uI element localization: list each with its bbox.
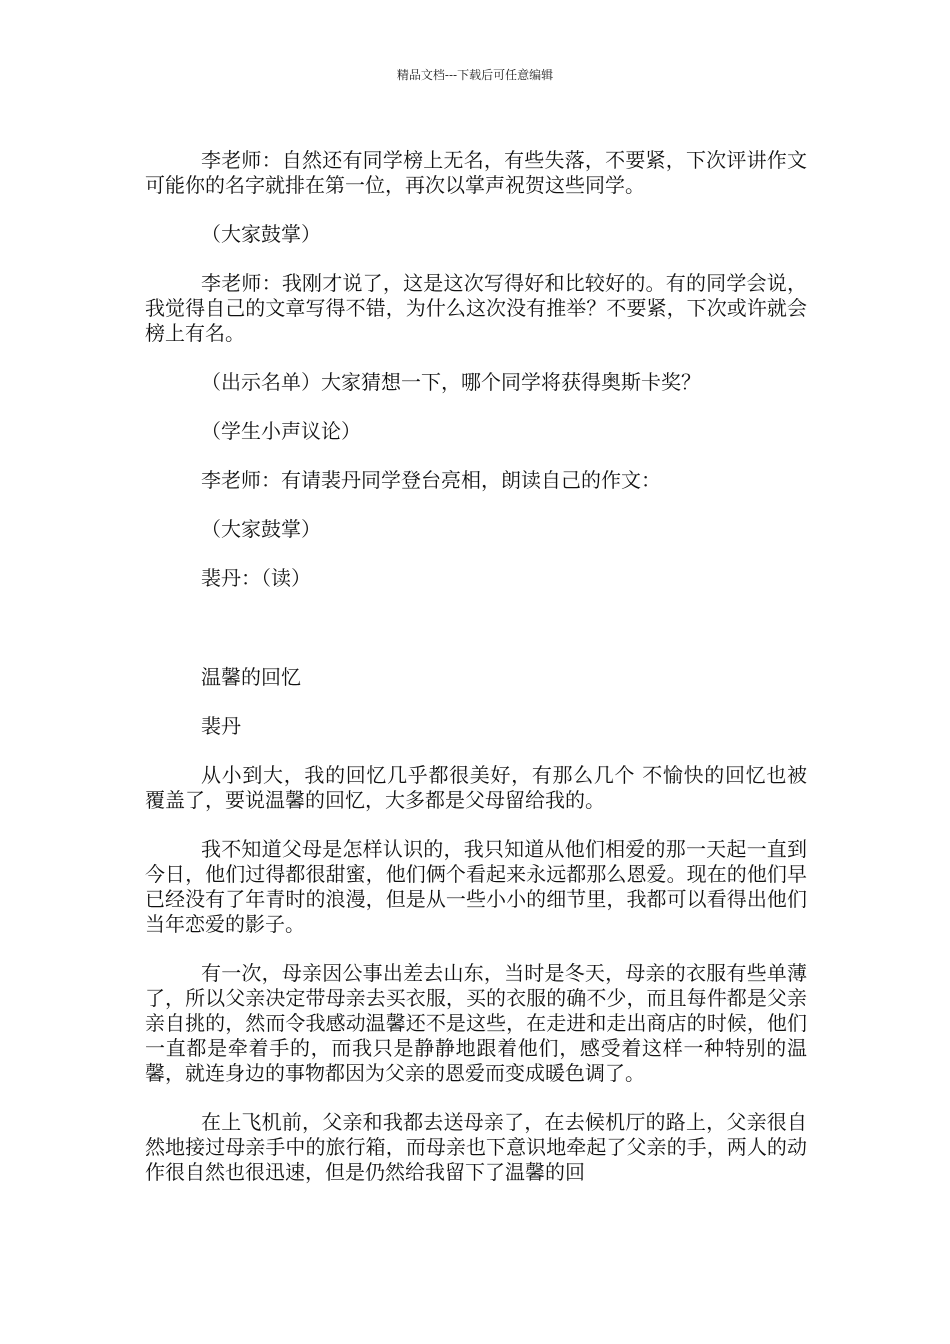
essay-paragraph: 从小到大，我的回忆几乎都很美好，有那么几个 不愉快的回忆也被覆盖了，要说温馨的回忆，大多都是父母留给我的。	[145, 763, 807, 812]
dialogue-paragraph: 裴丹：（读）	[201, 566, 311, 590]
essay-paragraph: 在上飞机前，父亲和我都去送母亲了，在去候机厅的路上，父亲很自然地接过母亲手中的旅行箱，而母亲也下意识地牵起了父亲的手，两人的动作很自然也很迅速，但是仍然给我留下了温馨的回	[145, 1110, 807, 1184]
stage-direction: （学生小声议论）	[201, 419, 361, 443]
essay-title: 温馨的回忆	[201, 665, 301, 689]
dialogue-paragraph: 李老师：我刚才说了，这是这次写得好和比较好的。有的同学会说，我觉得自己的文章写得不错，为什么这次没有推举？不要紧，下次或许就会榜上有名。	[145, 271, 807, 345]
dialogue-paragraph: 李老师：有请裴丹同学登台亮相，朗读自己的作文：	[201, 468, 661, 492]
essay-paragraph: 有一次，母亲因公事出差去山东，当时是冬天，母亲的衣服有些单薄了，所以父亲决定带母亲去买衣服，买的衣服的确不少，而且每件都是父亲亲自挑的，然而令我感动温馨还不是这些，在走进和走出商店的时候，他们一直都是牵着手的，而我只是静静地跟着他们，感受着这样一种特别的温馨，就连身边的事物都因为父亲的恩爱而变成暖色调了。	[145, 961, 807, 1085]
page-header: 精品文档---下载后可任意编辑	[396, 68, 554, 82]
dialogue-paragraph: （出示名单）大家猜想一下，哪个同学将获得奥斯卡奖？	[201, 370, 701, 394]
section-gap	[145, 615, 807, 665]
stage-direction: （大家鼓掌）	[201, 517, 321, 541]
stage-direction: （大家鼓掌）	[201, 222, 321, 246]
document-body	[145, 148, 807, 1209]
essay-author: 裴丹	[201, 714, 241, 738]
essay-paragraph: 我不知道父母是怎样认识的，我只知道从他们相爱的那一天起一直到今日，他们过得都很甜蜜，他们俩个看起来永远都那么恩爱。现在的他们早已经没有了年青时的浪漫，但是从一些小小的细节里，我都可以看得出他们当年恋爱的影子。	[145, 837, 807, 936]
dialogue-paragraph: 李老师：自然还有同学榜上无名，有些失落，不要紧，下次评讲作文可能你的名字就排在第一位，再次以掌声祝贺这些同学。	[145, 148, 807, 197]
